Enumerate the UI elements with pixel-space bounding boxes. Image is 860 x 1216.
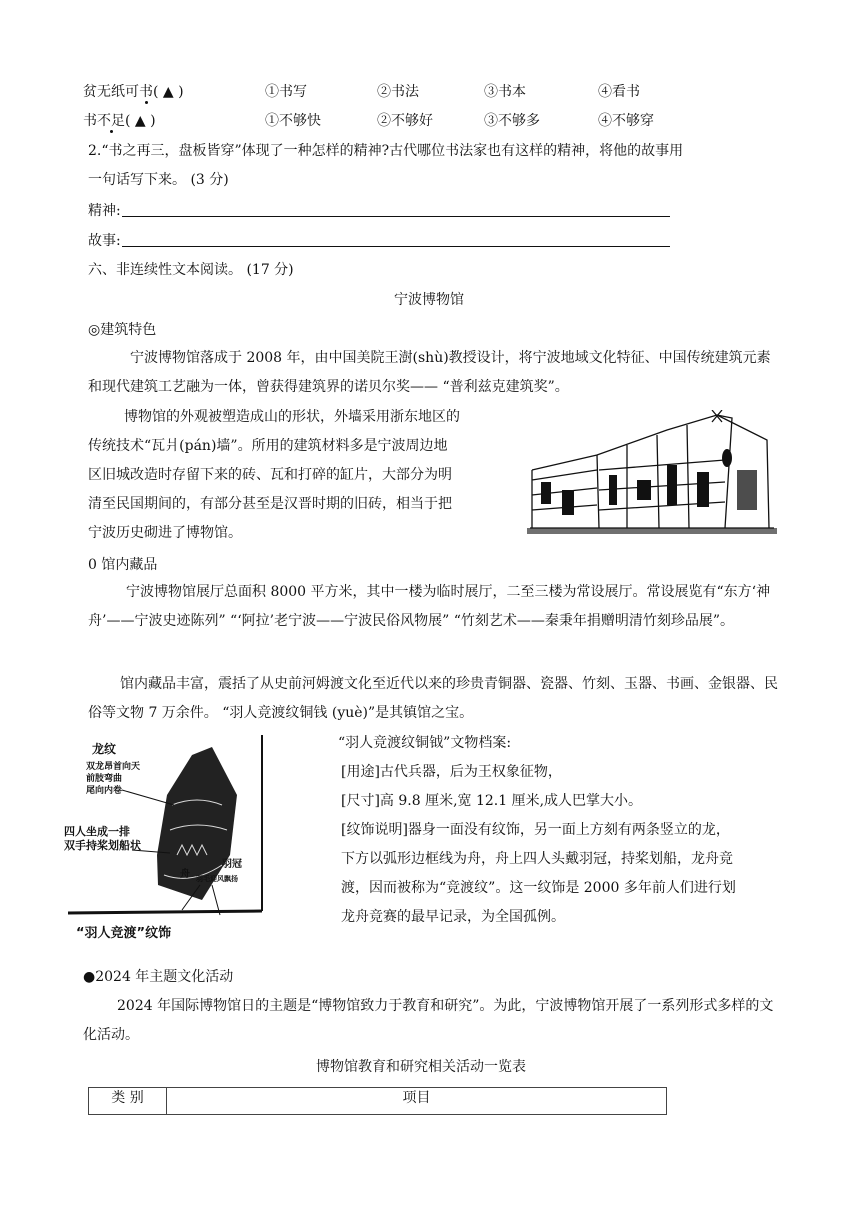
archive-use: [用途]古代兵器，后为王权象征物，: [341, 764, 562, 780]
q1-row2-option: ④不够穿: [598, 113, 654, 129]
part2-heading: 0 馆内藏品: [88, 557, 158, 573]
part2-paragraph1: 宁波博物馆展厅总面积 8000 平方米，其中一楼为临时展厅，二至三楼为常设展厅。常设展览有“东方‘神舟’——宁波史迹陈列” “‘阿拉’老宁波——宁波民俗风物展” “竹刻艺术——秦秉年捐赠明清竹刻珍品展”。: [88, 584, 771, 629]
part1-heading: ◎建筑特色: [88, 322, 157, 338]
axe-label-dragon: 龙纹: [92, 742, 117, 756]
q1-row1-option: ②书法: [377, 84, 419, 100]
archive-decor-line: [纹饰说明]器身一面没有纹饰，另一面上方刻有两条竖立的龙，: [341, 822, 730, 838]
part1-p2-line: 宁波历史砌进了博物馆。: [88, 525, 242, 541]
q1-row1-option: ④看书: [598, 84, 640, 100]
q2-line2: 一句话写下来。 (3 分): [88, 172, 229, 188]
q2-line1: 2.“书之再三，盘板皆穿”体现了一种怎样的精神?古代哪位书法家也有这样的精神，将他的故事用: [88, 143, 684, 159]
q1-row2-option: ②不够好: [377, 113, 433, 129]
spirit-label: 精神:: [88, 203, 121, 219]
axe-label-feather-desc: 羽毛迎风飘扬: [196, 875, 238, 883]
axe-label-boat: 舟: [180, 869, 190, 880]
axe-label-dragon-desc: 尾向内卷: [86, 786, 123, 796]
archive-decor-line: 下方以弧形边框线为舟，舟上四人头戴羽冠，持桨划船，龙舟竞: [341, 851, 733, 867]
article-title: 宁波博物馆: [394, 292, 464, 308]
spirit-answer-line[interactable]: [122, 216, 670, 217]
q1-row1-option: ③书本: [484, 84, 526, 100]
table-header-project: 项目: [402, 1090, 431, 1106]
axe-label-rowers: 四人坐成一排: [64, 825, 130, 838]
archive-size: [尺寸]高 9.8 厘米,宽 12.1 厘米,成人巴掌大小。: [341, 793, 643, 809]
part1-p2-line: 区旧城改造时存留下来的砖、瓦和打碎的缸片，大部分为明: [88, 467, 452, 483]
q1-row1: [83, 82, 184, 102]
part3-heading: ●2024 年主题文化活动: [83, 969, 234, 985]
axe-label-feather: 羽冠: [222, 859, 242, 870]
part2-paragraph2: 馆内藏品丰富，震括了从史前河姆渡文化至近代以来的珍贵青铜器、瓷器、竹刻、玉器、书画、金银器、民俗等文物 7 万余件。 “羽人竞渡纹铜钱 (yuè)”是其镇馆之宝。: [88, 676, 778, 721]
q1-row2-option: ①不够快: [265, 113, 321, 129]
archive-decor-line: 渡，因而被称为“竞渡纹”。这一纹饰是 2000 多年前人们进行划: [341, 880, 736, 896]
activities-table: [88, 1087, 667, 1115]
axe-label-rowers: 双手持桨划船状: [64, 839, 141, 852]
q1-row1-stem-pre: 贫无纸可: [83, 84, 139, 100]
museum-building-sketch: [527, 410, 777, 535]
part1-p2-line: 传统技术“瓦爿(pán)墙”。所用的建筑材料多是宁波周边地: [88, 438, 448, 454]
q1-row2-stem-pre: 书: [83, 113, 97, 129]
axe-label-dragon-desc: 双龙昂首向天: [86, 762, 141, 772]
part1-p2-line: 清至民国期间的，有部分甚至是汉晋时期的旧砖，相当于把: [88, 496, 452, 512]
archive-decor-line: 龙舟竞赛的最早记录，为全国孤例。: [341, 909, 565, 925]
q1-row2-option: ③不够多: [484, 113, 540, 129]
part1-paragraph1: 宁波博物馆落成于 2008 年，由中国美院王澍(shù)教授设计，将宁波地域文化特征、中国传统建筑元素和现代建筑工艺融为一体，曾获得建筑界的诺贝尔奖—— “普利兹克建筑奖”。: [88, 350, 771, 395]
archive-title: “羽人竞渡纹铜钺”文物档案:: [338, 735, 512, 751]
q1-row1-stem-dotted: 书: [139, 84, 153, 100]
story-answer-line[interactable]: [122, 246, 670, 247]
section-heading: 六、非连续性文本阅读。 (17 分): [88, 262, 294, 278]
table-header-category: 类 别: [89, 1088, 167, 1114]
axe-label-dragon-desc: 前肢弯曲: [86, 774, 123, 784]
part1-p2-line: 博物馆的外观被塑造成山的形状，外墙采用浙东地区的: [124, 409, 460, 425]
q1-row1-stem-post: ( ▲ ): [153, 84, 184, 100]
axe-decoration-figure: [62, 735, 270, 945]
q1-row2-stem-dotted: 不足: [97, 113, 125, 129]
story-label: 故事:: [88, 233, 121, 249]
q1-row1-option: ①书写: [265, 84, 307, 100]
part3-paragraph1: 2024 年国际博物馆日的主题是“博物馆致力于教育和研究”。为此，宁波博物馆开展了一系列形式多样的文化活动。: [83, 998, 774, 1043]
q1-row2: [83, 111, 156, 131]
q1-row2-stem-post: ( ▲ ): [125, 113, 156, 129]
axe-figure-caption: “羽人竞渡”纹饰: [76, 926, 172, 941]
table-title: 博物馆教育和研究相关活动一览表: [316, 1059, 526, 1075]
